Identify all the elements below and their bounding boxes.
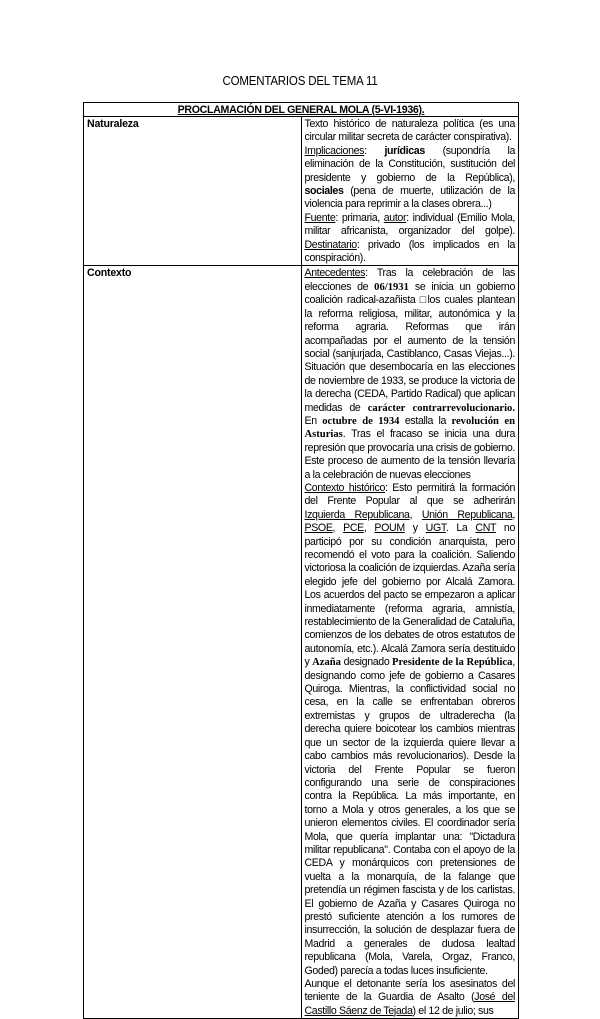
table-heading-row [84, 103, 519, 117]
party-psoe: PSOE [304, 522, 333, 535]
row-content-contexto [301, 266, 519, 1019]
row-content-naturaleza [301, 117, 519, 266]
commentary-table [83, 102, 519, 1019]
term-sociales: sociales [304, 185, 344, 198]
paragraph-fuente: Fuente: primaria, autor: individual (Emilio Mola, militar africanista, organizador del golpe). Destinatario: privado (los implicados en la conspiración). [304, 211, 516, 265]
missing-glyph-icon: □ [419, 294, 428, 307]
party-izquierda-republicana: Izquierda Republicana [304, 508, 410, 521]
term-fuente: Fuente [304, 211, 336, 224]
term-azana: Azaña [312, 657, 341, 669]
party-union-republicana: Unión Republicana [421, 508, 513, 521]
party-pce: PCE [343, 522, 364, 535]
date-octubre-1934: octubre de 1934 [322, 415, 400, 427]
term-presidente-republica: Presidente de la República [392, 657, 513, 669]
party-poum: POUM [374, 522, 405, 535]
paragraph-contexto-historico: Contexto histórico: Esto permitirá la formación del Frente Popular al que se adherirán Izquierda Republicana, Unión Republicana, PSOE, PCE, POUM y UGT. La CNT no participó por su condición anarquista, pero recomendó el voto para la coalición. Saliendo victoriosa la coalición de izquierdas. Azaña sería elegido jefe del gobierno por Alcalá Zamora. Los acuerdos del pacto se empezaron a aplicar inmediatamente (reforma agraria, amnistía, restablecimiento de la Generalidad de Cataluña, comienzos de los debates de otros estatutos de autonomía, etc.). Alcalá Zamora sería destituido y Azaña designado Presidente de la República, designando como jefe de gobierno a Casares Quiroga. Mientras, la conflictividad social no cesa, en la calle se enfrentaban obreros extremistas y grupos de ultraderecha (la derecha quiere boicotear los cambios mientras que un sector de la izquierda quiere llevar a cabo cambios más revolucionarios). Desde la victoria del Frente Popular se fueron configurando una serie de conspiraciones contra la República. La más importante, en torno a Mola y otros generales, a los que se unieron elementos civiles. El coordinador sería Mola, que quería implantar una: "Dictadura militar republicana". Contaba con el apoyo de la CEDA y monárquicos con pretensiones de vuelta a la monarquía, de la falange que pretendía un régimen fascista y de los carlistas. El gobierno de Azaña y Casares Quiroga no prestó suficiente atención a los rumores de insurrección, la solución de desplazar fuera de Madrid a generales de dudosa lealtad republicana (Mola, Varela, Orgaz, Franco, Goded) parecía a todas luces insuficiente. [304, 481, 515, 977]
term-destinatario: Destinatario [304, 238, 357, 251]
party-cnt: CNT [475, 522, 496, 535]
paragraph-nature: Texto histórico de naturaleza política (es una circular militar secreta de carácter conspirativa). [304, 118, 515, 144]
table-row-contexto [84, 266, 519, 1019]
date-06-1931: 06/1931 [374, 281, 409, 293]
paragraph-implicaciones: Implicaciones: jurídicas (supondría la eliminación de la Constitución, sustitución del presidente y gobierno de la República), sociales (pena de muerte, utilización de la violencia para reprimir a la clases obrera...) [304, 144, 515, 211]
term-juridicas: jurídicas [384, 144, 425, 157]
term-contrarrevolucionario: carácter contrarrevolucionario. [367, 402, 515, 414]
table-heading: PROCLAMACIÓN DEL GENERAL MOLA (5-VI-1936). [84, 103, 519, 117]
term-implicaciones: Implicaciones [304, 144, 365, 157]
name-jose-del-castillo: José del Castillo Sáenz de Tejada [304, 991, 515, 1017]
row-label-contexto: Contexto [84, 266, 302, 1019]
page-title: COMENTARIOS DEL TEMA 11 [222, 74, 378, 88]
paragraph-detonante: Aunque el detonante sería los asesinatos del teniente de la Guardia de Asalto (José del Castillo Sáenz de Tejada) el 12 de julio; sus [304, 978, 515, 1017]
party-ugt: UGT [425, 522, 446, 535]
term-revolucion-asturias: revolución en Asturias [304, 415, 516, 441]
row-label-naturaleza: Naturaleza [84, 117, 302, 266]
term-antecedentes: Antecedentes [304, 267, 366, 280]
term-autor: autor [383, 211, 407, 224]
paragraph-antecedentes: Antecedentes: Tras la celebración de las elecciones de 06/1931 se inicia un gobierno coalición radical-azañista □los cuales plantean la reforma religiosa, militar, autonómica y la reforma agraria. Reformas que irán acompañadas por el aumento de la tensión social (sanjurjada, Castiblanco, Casas Viejas...). Situación que desembocaría en las elecciones de noviembre de 1933, se produce la victoria de la derecha (CEDA, Partido Radical) que aplican medidas de carácter contrarrevolucionario. En octubre de 1934 estalla la revolución en Asturias. Tras el fracaso se inicia una dura represión que provocaría una crisis de gobierno. Este proceso de aumento de la tensión llevaría a la celebración de nuevas elecciones [304, 267, 516, 481]
table-row-naturaleza [84, 117, 519, 266]
term-contexto-historico: Contexto histórico [304, 481, 386, 494]
